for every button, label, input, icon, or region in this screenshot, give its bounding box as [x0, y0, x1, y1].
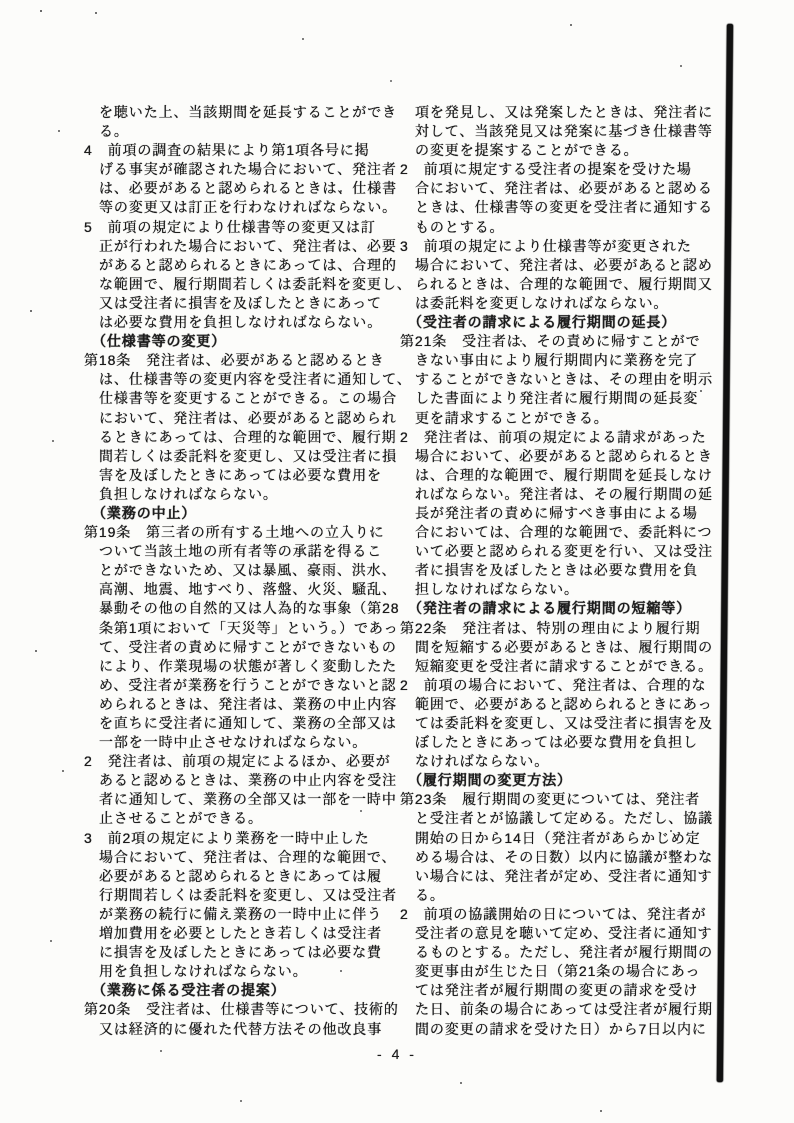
text-line: （業務に係る受注者の提案）: [92, 982, 286, 999]
text-line: （仕様書等の変更）: [92, 333, 227, 350]
text-line: 第18条 発注者は、必要があると認めるとき: [84, 352, 385, 369]
text-line: を聴いた上、当該期間を延長することができ: [99, 104, 397, 120]
text-line: 項を発見し、又は発案したときは、発注者に: [415, 104, 713, 120]
text-line: 第21条 受注者は、その責めに帰すことがで: [400, 333, 701, 350]
text-line: 2 発注者は、前項の規定によるほか、必要が: [84, 753, 391, 770]
text-line: （履行期間の変更方法）: [408, 772, 572, 789]
text-line: 行期間若しくは委託料を変更し、又は受注者: [99, 886, 397, 903]
text-line: 場合において、必要があると認められるとき: [415, 447, 713, 464]
text-line: げる事実が確認された場合において、発注者: [99, 161, 397, 178]
text-line: 第22条 発注者は、特別の理由により履行期: [400, 619, 701, 636]
text-line: 負担しなければならない。: [99, 485, 278, 502]
text-line: 2 前項に規定する受注者の提案を受けた場: [400, 161, 692, 178]
text-line: 間の変更の請求を受けた日）から7日以内に: [415, 1020, 707, 1037]
text-line: あると認めるときは、業務の中止内容を受注: [99, 772, 397, 789]
text-line: は、合理的な範囲で、履行期間を延長しなけ: [415, 466, 713, 483]
text-line: した書面により発注者に履行期間の延長変: [415, 390, 699, 407]
text-line: 正が行われた場合において、発注者は、必要: [99, 237, 397, 254]
text-line: 2 発注者は、前項の規定による請求があった: [400, 428, 707, 445]
text-line: において、発注者は、必要があると認められ: [99, 409, 397, 426]
text-line: い場合には、発注者が定め、受注者に通知す: [415, 867, 713, 884]
text-line: 第23条 履行期間の変更については、発注者: [400, 791, 701, 808]
text-line: に損害を及ぼしたときにあっては必要な費: [99, 944, 382, 961]
text-line: て、受注者の責めに帰すことができないもの: [99, 638, 397, 655]
text-line: 害を及ぼしたときにあっては必要な費用を: [99, 466, 382, 483]
text-line: により、作業現場の状態が著しく変動したた: [99, 657, 397, 674]
text-line: るものとする。ただし、発注者が履行期間の: [415, 944, 713, 961]
text-line: 合においては、合理的な範囲で、委託料につ: [415, 524, 713, 541]
text-line: 又は経済的に優れた代替方法その他改良事: [99, 1020, 383, 1037]
page-number: - 4 -: [377, 1046, 417, 1062]
text-line: るときにあっては、合理的な範囲で、履行期: [99, 428, 397, 445]
text-line: 増加費用を必要としたとき若しくは受注者: [99, 925, 383, 942]
text-line: と受注者とが協議して定める。ただし、協議: [415, 810, 713, 827]
text-line: することができないときは、その理由を明示: [415, 371, 713, 388]
text-line: （業務の中止）: [92, 504, 197, 521]
text-line: 2 前項の協議開始の日については、発注者が: [400, 905, 707, 922]
text-line: める場合は、その日数）以内に協議が整わな: [415, 848, 713, 865]
text-line: 条第1項において「天災等」という。）であっ: [99, 619, 399, 636]
text-line: は必要な費用を負担しなければならない。: [99, 314, 383, 331]
text-line: る。: [415, 886, 445, 903]
text-line: が業務の続行に備え業務の一時中止に伴う: [99, 905, 383, 922]
text-line: 用を負担しなければならない。: [99, 963, 308, 980]
text-line: 暴動その他の自然的又は人為的な事象（第28: [99, 600, 400, 617]
text-line: 第19条 第三者の所有する土地への立入りに: [84, 524, 385, 541]
text-line: 間を短縮する必要があるときは、履行期間の: [415, 638, 713, 655]
text-line: 必要があると認められるときにあっては履: [99, 867, 382, 884]
text-line: 長が発注者の責めに帰すべき事由による場: [415, 504, 698, 521]
text-line: た日、前条の場合にあっては受注者が履行期: [415, 1001, 713, 1018]
text-line: ればならない。発注者は、その履行期間の延: [415, 485, 713, 502]
text-line: いて必要と認められる変更を行い、又は受注: [415, 543, 713, 560]
text-line: は委託料を変更しなければならない。: [415, 294, 669, 311]
text-line: られるときは、合理的な範囲で、履行期間又: [415, 275, 713, 292]
text-line: きない事由により履行期間内に業務を完了: [415, 352, 699, 369]
text-line: 短縮変更を受注者に請求することができる。: [415, 657, 713, 674]
text-line: 2 前項の場合において、発注者は、合理的な: [400, 676, 707, 693]
right-text-column: [400, 103, 714, 1039]
text-line: とができないため、又は暴風、豪雨、洪水、: [99, 562, 397, 579]
text-line: る。: [99, 123, 129, 140]
text-line: 3 前2項の規定により業務を一時中止した: [84, 829, 370, 846]
text-line: ぼしたときにあっては必要な費用を負担し: [415, 734, 698, 751]
text-line: 高潮、地震、地すべり、落盤、火災、騒乱、: [99, 581, 397, 598]
left-text-column: [84, 103, 412, 1039]
text-line: な範囲で、履行期間若しくは委託料を変更し、: [99, 275, 412, 292]
text-line: 受注者の意見を聴いて定め、受注者に通知す: [415, 925, 713, 942]
text-line: 第20条 受注者は、仕様書等について、技術的: [84, 1001, 399, 1018]
text-line: ものとする。: [415, 218, 505, 235]
text-line: 場合において、発注者は、合理的な範囲で、: [99, 848, 397, 865]
text-line: （発注者の請求による履行期間の短縮等）: [408, 600, 692, 617]
text-line: 開始の日から14日（発注者があらかじめ定: [415, 829, 701, 846]
text-line: ては委託料を変更し、又は受注者に損害を及: [415, 715, 713, 731]
text-line: 場合において、発注者は、必要があると認め: [415, 256, 713, 273]
text-line: 合において、発注者は、必要があると認める: [415, 180, 713, 197]
text-line: ついて当該土地の所有者等の承諾を得るこ: [99, 543, 383, 560]
text-line: 3 前項の規定により仕様書等が変更された: [400, 237, 692, 254]
text-line: 更を請求することができる。: [415, 409, 609, 426]
text-line: は、仕様書等の変更内容を受注者に通知して、: [99, 371, 412, 388]
text-line: 又は受注者に損害を及ぼしたときにあって: [99, 294, 382, 311]
text-line: 範囲で、必要があると認められるときにあっ: [415, 695, 713, 712]
text-line: なければならない。: [415, 753, 550, 770]
text-line: 4 前項の調査の結果により第1項各号に掲: [84, 142, 370, 159]
text-line: ては発注者が履行期間の変更の請求を受け: [415, 982, 699, 999]
text-line: を直ちに受注者に通知して、業務の全部又は: [99, 715, 397, 731]
text-line: 変更事由が生じた日（第21条の場合にあっ: [415, 963, 701, 980]
text-line: 者に損害を及ぼしたときは必要な費用を負: [415, 562, 699, 579]
text-line: （受注者の請求による履行期間の延長）: [408, 314, 677, 331]
text-line: 等の変更又は訂正を行わなければならない。: [99, 199, 397, 216]
text-line: 仕様書等を変更することができる。この場合: [99, 390, 397, 407]
text-line: ときは、仕様書等の変更を受注者に通知する: [415, 199, 713, 216]
text-line: 間若しくは委託料を変更し、又は受注者に損: [99, 447, 397, 464]
text-line: 5 前項の規定により仕様書等の変更又は訂: [84, 218, 376, 235]
text-line: があると認められるときにあっては、合理的: [99, 256, 397, 273]
text-line: 者に通知して、業務の全部又は一部を一時中: [99, 791, 397, 808]
scan-edge-line: [717, 24, 733, 1082]
text-line: 対して、当該発見又は発案に基づき仕様書等: [415, 123, 713, 140]
text-line: められるときは、発注者は、業務の中止内容: [99, 695, 397, 712]
text-line: は、必要があると認められるときは、仕様書: [99, 180, 397, 197]
text-line: 止させることができる。: [99, 810, 263, 827]
text-line: め、受注者が業務を行うことができないと認: [99, 676, 397, 693]
text-line: 担しなければならない。: [415, 581, 579, 598]
text-line: の変更を提案することができる。: [415, 142, 639, 159]
scan-noise: [40, 10, 42, 12]
text-line: 一部を一時中止させなければならない。: [99, 734, 368, 751]
